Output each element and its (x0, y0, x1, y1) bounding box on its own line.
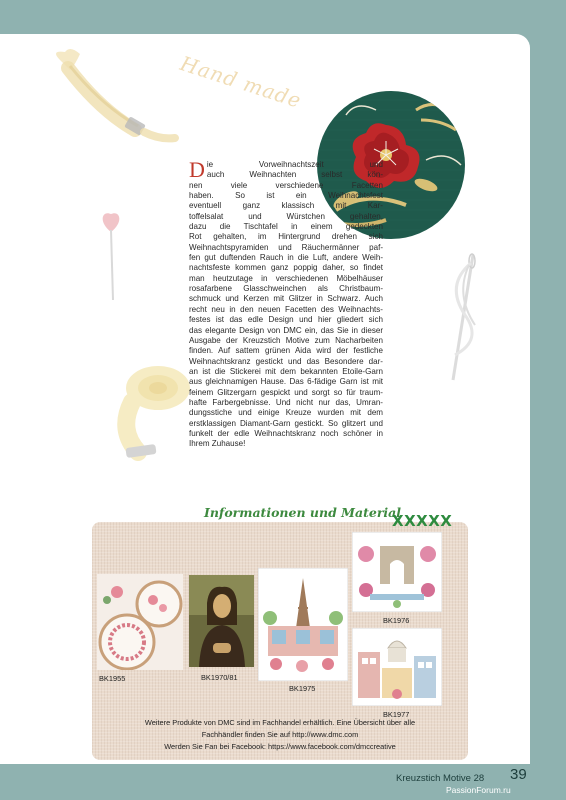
article-line: rosafarbene Glasschweinchen als Christbaum- (189, 284, 383, 294)
article-lines (189, 157, 383, 450)
article-line: auch Weihnachten selbst kön- (206, 170, 383, 180)
article-line: Ausgabe der Kreuzstich Motive zum Nacharbeiten (189, 335, 383, 345)
product-bk1955-image (97, 574, 183, 670)
article-line: man heutzutage in verschiedenen Möbelhäuser (189, 273, 383, 283)
article-line: hafte Farbergebnisse. Und nicht nur das, Umran- (189, 397, 383, 407)
product-bk1970-81-image (189, 575, 254, 667)
info-footer-line-1: Weitere Produkte von DMC sind im Fachhandel erhältlich. Eine Übersicht über alle (144, 718, 416, 727)
handmade-lettering: Hand made (177, 51, 305, 113)
article-line: nachtsfeste kommen ganz poppig daher, so findet (189, 263, 383, 273)
thread-bundle-illustration (40, 40, 180, 150)
watermark: PassionForum.ru (446, 785, 511, 795)
tape-measure-illustration (108, 360, 198, 465)
pin-illustration (96, 212, 126, 302)
drop-cap: D (189, 157, 205, 182)
article-line: fen gut duftenden Rauch in die Luft, andere Weih- (189, 253, 383, 263)
product-bk1955-code: BK1955 (99, 674, 126, 683)
article-line: aus gleichnamigen Hause. Das 6-fädige Garn ist mit (189, 377, 383, 387)
article-line: das elegante Design von DMC ein, das Sie in dieser (189, 325, 383, 335)
article-line: erstklassigen Diamant-Garn gestickt. So glitzert und (189, 418, 383, 428)
article-line: recht neu in den neuen Facetten des Weihnachts- (189, 304, 383, 314)
article-line: eventuell ganz klassisch mit Kar- (189, 201, 383, 211)
article-line: haben. So ist ein Weihnachtsfest (189, 191, 383, 201)
article-line: schmuck und Kerzen mit Glitzer in Schwarz. Auch (189, 294, 383, 304)
product-bk1976-image (352, 532, 442, 612)
page-number: 39 (510, 766, 527, 783)
article-line: toffelsalat und Würstchen gehalten, (189, 211, 383, 221)
product-bk1976-code: BK1976 (383, 616, 410, 625)
article-line: finden. Auf sattem grünen Aida wird der festliche (189, 346, 383, 356)
magazine-title: Kreuzstich Motive 28 (396, 773, 485, 784)
product-bk1977-image (352, 628, 442, 706)
product-bk1977-code: BK1977 (383, 710, 410, 719)
product-bk1975-code: BK1975 (289, 684, 316, 693)
article-line: ie Vorweihnachtszeit und (206, 160, 383, 169)
article-line: Ihrem Zuhause! (189, 439, 246, 449)
product-bk1970-81-code: BK1970/81 (201, 673, 238, 682)
article-line: Weihnachtskranz gestickt und das Besondere dar- (189, 356, 383, 366)
product-bk1975-image (258, 568, 348, 681)
article-line: Rot gehalten, im Hintergrund drehen sich (189, 232, 383, 242)
article-line: an ist die Stickerei mit dem bekannten Etoile-Garn (189, 366, 383, 376)
article-line: Weihnachtspyramiden und Räuchermänner paf- (189, 242, 383, 252)
cross-stitch-marks: XXXXX (392, 512, 453, 530)
article-line: funkelt der edle Weihnachtskranz noch schöner in (189, 428, 383, 438)
article-line: dazu die Tischtafel in einem gedeckten (189, 222, 383, 232)
article-line: feinem Glitzergarn gespickt und sorgt so für traum- (189, 387, 383, 397)
info-heading: Informationen und Material (204, 505, 402, 520)
needle-thread-illustration (425, 245, 495, 385)
info-footer-line-3: Werden Sie Fan bei Facebook: https://www.facebook.com/dmccreative (164, 742, 396, 751)
article-body (189, 157, 383, 450)
article-line: dungsstiche und einige Kreuze wurden mit dem (189, 408, 383, 418)
article-line: festes ist das edle Design und hier gliedert sich (189, 315, 383, 325)
article-line: nen viele verschiedene Facetten (189, 180, 383, 190)
info-footer-line-2: Fachhändler finden Sie auf http://www.dmc.com (201, 730, 359, 739)
